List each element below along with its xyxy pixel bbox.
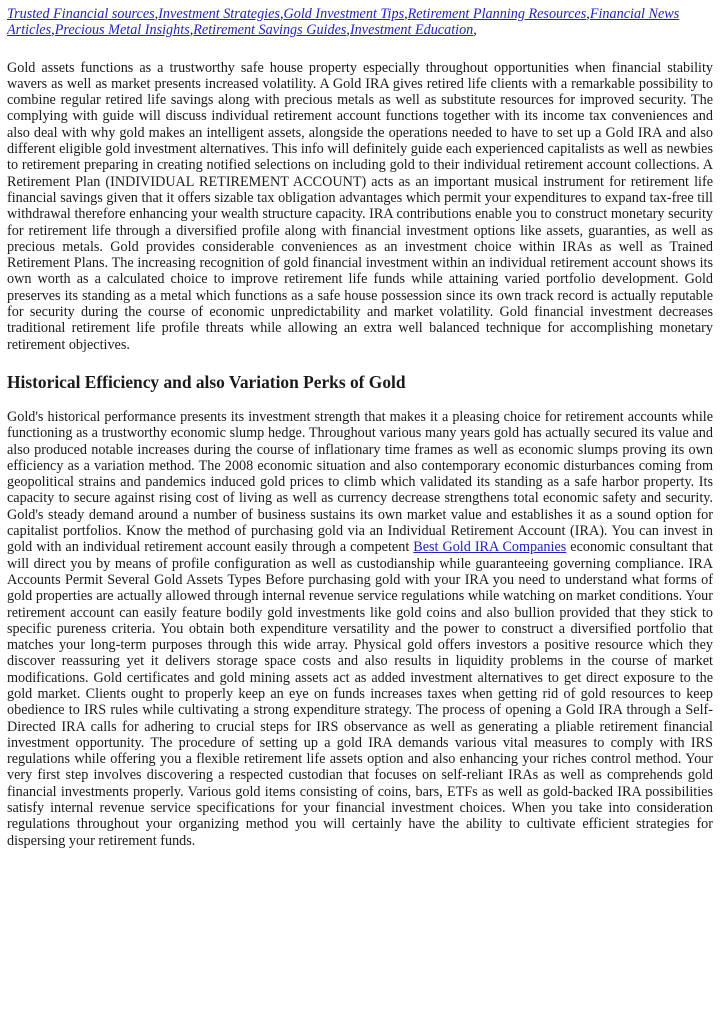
tag-link-retirement-savings-guides[interactable]: Retirement Savings Guides bbox=[193, 22, 347, 39]
tag-link-financial-news-articles[interactable]: Financial News Articles bbox=[7, 6, 680, 39]
tag-separator: , bbox=[346, 22, 350, 39]
tag-separator: , bbox=[404, 6, 408, 22]
tag-link-retirement-planning-resources[interactable]: Retirement Planning Resources bbox=[407, 6, 587, 22]
tag-link-trusted-financial-sources[interactable]: Trusted Financial sources bbox=[7, 6, 155, 22]
tag-separator: , bbox=[279, 6, 284, 22]
section-heading: Historical Efficiency and also Variation Perks of Gold bbox=[7, 371, 406, 392]
tag-separator: , bbox=[586, 6, 590, 22]
tag-link-investment-strategies[interactable]: Investment Strategies bbox=[158, 6, 280, 22]
tag-separator: , bbox=[51, 22, 55, 39]
section-text-after-link: economic consultant that will direct you by means of profile configuration as well as custodianship while guaranteeing governing compliance. IRA Accounts Permit Several Gold Assets Types Before purchasing gold with your IRA you need to understand what forms of gold properties are actually allowed through internal revenue service regulations while watching on market conditions. Your retirement account can easily feature bodily gold investments like gold coins and also bullion provided that they stick to specific pureness criteria. You obtain both expenditure versatility and the power to construct a diversified portfolio that matches your long-term purposes through this wide array. Physical gold offers investors a positive resource which they discover reassuring yet it delivers storage space costs and also results in liquidity problems in the course of market modifications. Gold certificates and gold mining assets act as added investment alternatives to get direct exposure to the gold market. Clients ought to properly keep an eye on funds increases taxes when getting rid of gold resources to keep obedience to IRS rules while cultivating a strong expenditure strategy. The process of opening a Gold IRA through a Self-Directed IRA calls for adhering to crucial steps for IRS observance as well as generating a pliable retirement financial investment opportunity. The procedure of setting up a gold IRA demands various vital measures to comply with IRS regulations while offering you a flexible retirement life assets option and also enhancing your riches control method. Your very first step involves discovering a respected custodian that focuses on self-reliant IRAs as well as comprehends gold financial investments properly. Various gold items consisting of coins, bars, ETFs as well as gold-backed IRA possibilities satisfy internal revenue service specifications for your financial investment choices. When you take into consideration regulations throughout your organizing method you will certainly have the ability to cultivate efficient strategies for dispersing your retirement funds. bbox=[7, 539, 713, 849]
section-text-before-link: Gold's historical performance presents its investment strength that makes it a pleasing choice for retirement accounts while functioning as a trustworthy economic slump hedge. Throughout various many years gold has actually secured its value and also produced notable increases during the course of inflationary time frames as well as economic slumps proving its own efficiency as a variation method. The 2008 economic situation and also contemporary economic disturbances coming from geopolitical strains and pandemics induced gold prices to climb which validated its standing as a safe harbor property. Its capacity to secure against rising cost of living as well as currency decrease strengthens total economic safety and security. Gold's steady demand around a number of business sustains its own market value and establishes it as a sound option for capitalist portfolios. Know the method of purchasing gold via an Individual Retirement Account (IRA). You can invest in gold with an individual retirement account easily through a competent bbox=[7, 408, 713, 556]
tag-link-investment-education[interactable]: Investment Education bbox=[349, 22, 474, 39]
intro-paragraph: Gold assets functions as a trustworthy safe house property especially throughout opportunities when financial stability wavers as well as market presents increased volatility. A Gold IRA gives retired life clients with a remarkable possibility to combine regular retired life savings along with precious metals as well as substitute resources for improved security. The complying with guide will discuss individual retirement account functions together with its income tax conveniences and also deal with why gold makes an intelligent assets, alongside the operations needed to have to set up a Gold IRA and also different eligible gold investment alternatives. This info will definitely guide each experienced capitalists as well as newbies to retirement preparing in creating notified selections on including gold to their individual retirement account collections. A Retirement Plan (INDIVIDUAL RETIREMENT ACCOUNT) acts as an important musical instrument for retirement life financial savings given that it offers sizable tax obligation advantages which permit your expenditures to expand tax-free till withdrawal therefore enhancing your wealth structure capacity. IRA contributions enable you to construct monetary security for retirement life through a diversified profile along with financial investment options like assets, guaranties, as well as precious metals. Gold provides considerable conveniences as an investment choice within IRAs as well as Trained Retirement Plans. The increasing recognition of gold financial investment within an individual retirement account shows its own worth as a calculated choice to improve retirement life funds while attaining varied portfolio development. Gold preserves its standing as a metal which functions as a safe house possession since its own track record is actually reputable for security during the course of economic unpredictability and market volatility. Gold financial investment decreases traditional retirement life profile threats while allowing an extra well balanced technique for accomplishing monetary retirement objectives. bbox=[7, 59, 713, 353]
section-paragraph bbox=[7, 409, 713, 849]
tag-separator: , bbox=[154, 6, 159, 22]
tag-separator: , bbox=[189, 22, 194, 39]
tag-link-gold-investment-tips[interactable]: Gold Investment Tips bbox=[283, 6, 405, 22]
tag-separator: , bbox=[473, 22, 477, 39]
best-gold-ira-companies-link[interactable]: Best Gold IRA Companies bbox=[413, 539, 567, 556]
category-tags bbox=[7, 6, 713, 39]
tag-link-precious-metal-insights[interactable]: Precious Metal Insights bbox=[54, 22, 190, 39]
